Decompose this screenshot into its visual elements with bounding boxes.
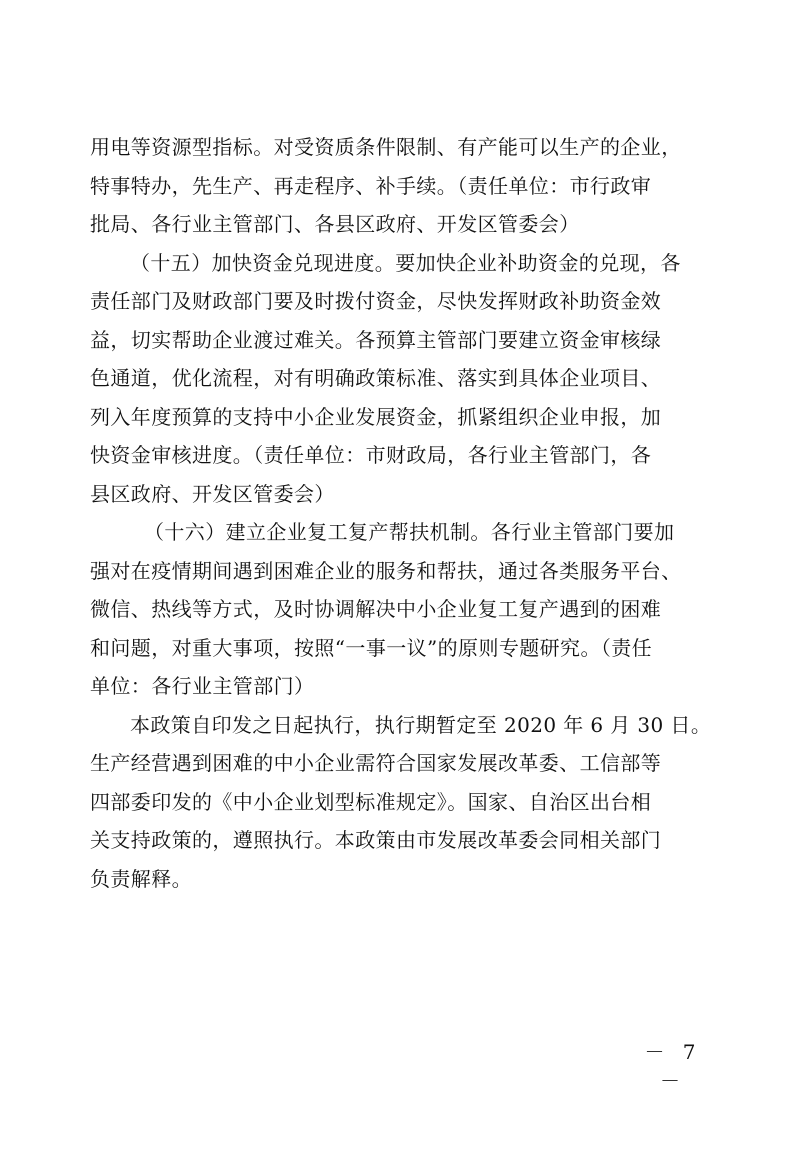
- text-line: 快资金审核进度。（责任单位：市财政局，各行业主管部门，各: [90, 443, 652, 467]
- text-line: 列入年度预算的支持中小企业发展资金，抓紧组织企业申报，加: [90, 404, 662, 429]
- text-line: 用电等资源型指标。对受资质条件限制、有产能可以生产的企业，: [90, 135, 682, 159]
- text-line: 单位：各行业主管部门）: [90, 674, 315, 698]
- text-line: 本政策自印发之日起执行，执行期暂定至 2020 年 6 月 30 日。: [130, 712, 712, 737]
- text-line: 色通道，优化流程，对有明确政策标准、落实到具体企业项目、: [90, 366, 662, 390]
- paragraph-final: [90, 706, 730, 899]
- paragraph-16: [90, 513, 730, 706]
- document-body: [90, 128, 730, 898]
- text-line: 负责解释。: [90, 866, 192, 891]
- text-line: 和问题，对重大事项，按照“一事一议”的原则专题研究。（责任: [90, 635, 653, 660]
- text-line: 责任部门及财政部门要及时拨付资金，尽快发挥财政补助资金效: [90, 289, 662, 313]
- text-line: 强对在疫情期间遇到困难企业的服务和帮扶，通过各类服务平台、: [90, 558, 682, 583]
- text-line: 益，切实帮助企业渡过难关。各预算主管部门要建立资金审核绿: [90, 327, 662, 352]
- text-line: 四部委印发的《中小企业划型标准规定》。国家、自治区出台相: [90, 789, 652, 814]
- paragraph-15: [90, 244, 730, 514]
- page-number: － 7 －: [644, 1040, 702, 1093]
- text-line: 特事特办，先生产、再走程序、补手续。（责任单位：市行政审: [90, 173, 652, 198]
- text-line: 微信、热线等方式，及时协调解决中小企业复工复产遇到的困难: [90, 597, 662, 621]
- paragraph-continued: [90, 128, 730, 244]
- text-line: （十五）加快资金兑现进度。要加快企业补助资金的兑现，各: [130, 250, 681, 275]
- text-line: （十六）建立企业复工复产帮扶机制。各行业主管部门要加: [144, 520, 675, 544]
- text-line: 批局、各行业主管部门、各县区政府、开发区管委会）: [90, 212, 580, 236]
- text-line: 生产经营遇到困难的中小企业需符合国家发展改革委、工信部等: [90, 751, 662, 775]
- text-line: 关支持政策的，遵照执行。本政策由市发展改革委会同相关部门: [90, 828, 662, 852]
- text-line: 县区政府、开发区管委会）: [90, 481, 335, 506]
